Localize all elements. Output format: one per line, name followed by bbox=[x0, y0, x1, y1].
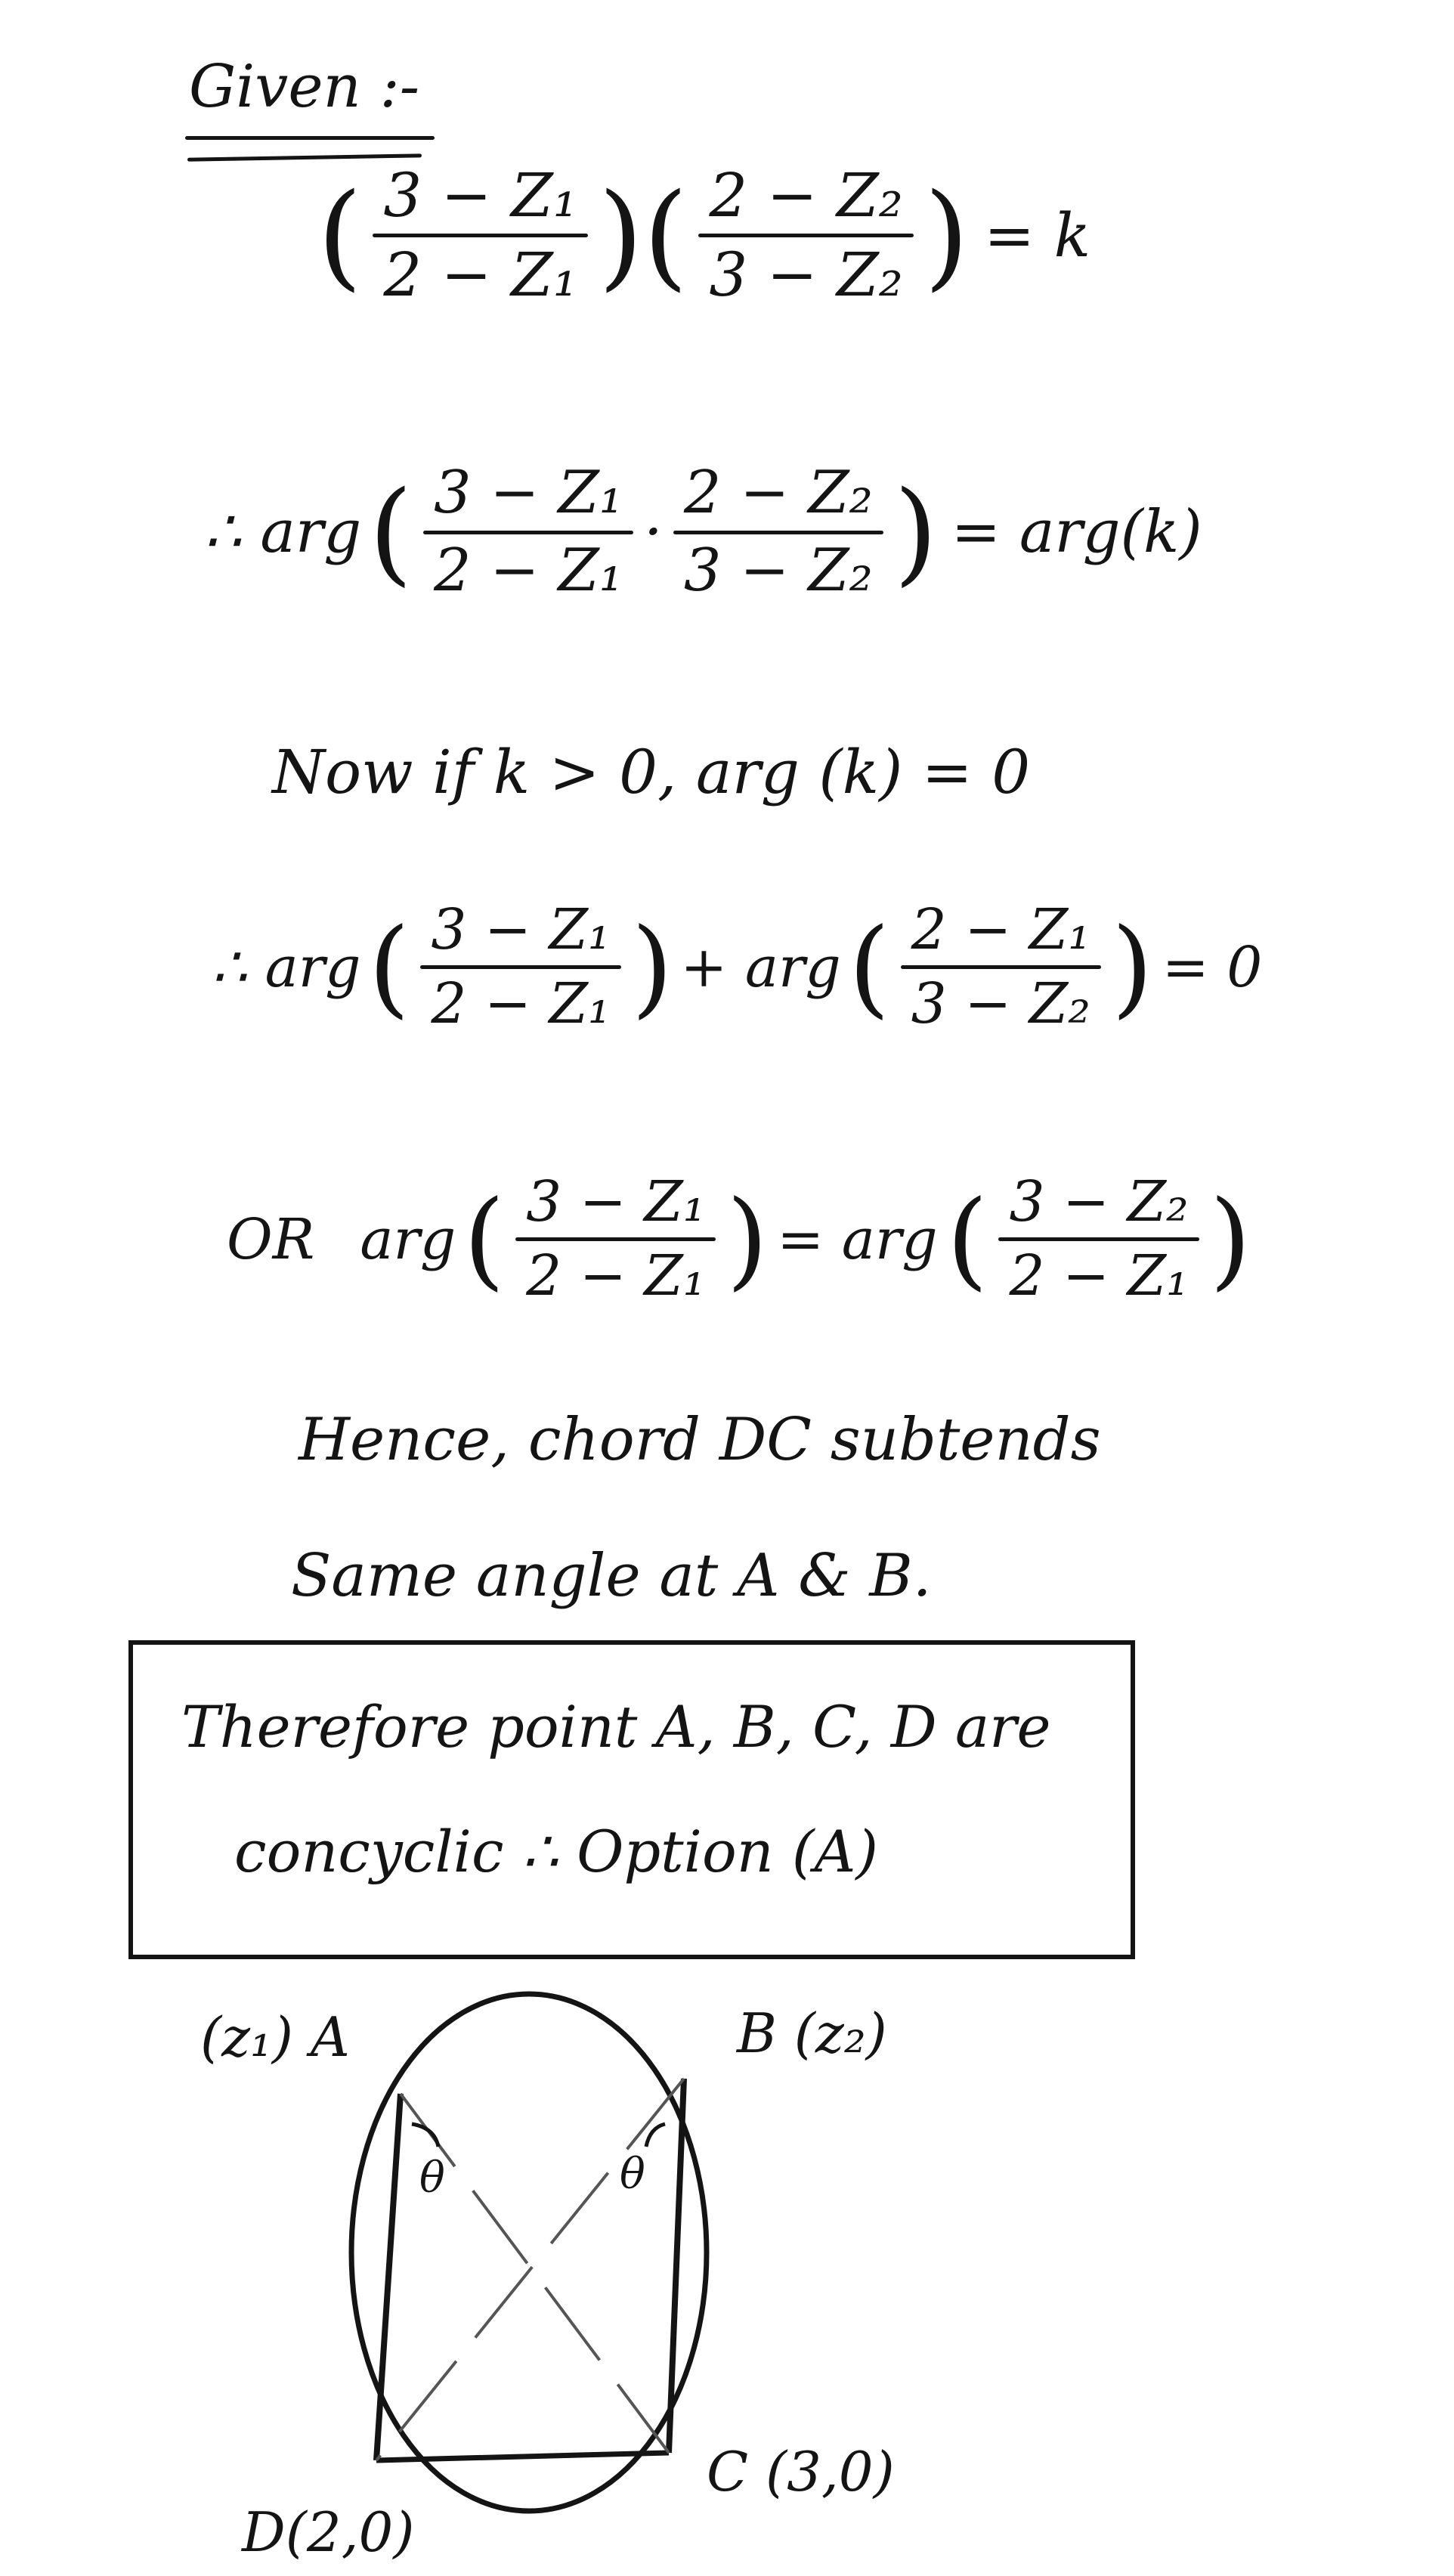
equation-line-1: ( 3 − Z₁ 2 − Z₁ ) ( 2 − Z₂ 3 − Z₂ ) = k bbox=[317, 160, 1091, 310]
label-a: (z₁) A bbox=[200, 2005, 350, 2069]
equation-line-5: OR arg ( 3 − Z₁ 2 − Z₁ ) = arg ( 3 − Z₂ 2 − Z₁ ) bbox=[227, 1169, 1251, 1309]
heading: Given :- bbox=[189, 53, 420, 121]
conclusion-line-1: Therefore point A, B, C, D are bbox=[181, 1693, 1051, 1760]
statement-line-2: Same angle at A & B. bbox=[291, 1542, 932, 1610]
heading-underline-1 bbox=[185, 136, 435, 140]
angle-arc-b bbox=[646, 2124, 665, 2147]
label-b: B (z₂) bbox=[737, 2002, 887, 2065]
label-c: C (3,0) bbox=[707, 2440, 895, 2503]
equation-line-2: ∴ arg ( 3 − Z₁ 2 − Z₁ · 2 − Z₂ 3 − Z₂ ) = arg(k) bbox=[204, 459, 1202, 605]
equation-line-3: Now if k > 0, arg (k) = 0 bbox=[272, 737, 1031, 807]
angle-label-a: θ bbox=[419, 2153, 445, 2203]
angle-label-b: θ bbox=[620, 2150, 645, 2199]
angle-arc-a bbox=[412, 2124, 438, 2147]
diagonal-bd bbox=[376, 2079, 684, 2460]
equation-1-rhs: = k bbox=[984, 200, 1091, 271]
label-d: D(2,0) bbox=[242, 2500, 415, 2564]
fraction-1: 3 − Z₁ 2 − Z₁ bbox=[373, 163, 587, 308]
conclusion-line-2: concyclic ∴ Option (A) bbox=[234, 1818, 879, 1885]
fraction-2: 2 − Z₂ 3 − Z₂ bbox=[698, 163, 913, 308]
statement-line-1: Hence, chord DC subtends bbox=[299, 1406, 1101, 1474]
cyclic-quadrilateral-diagram bbox=[0, 1965, 1454, 2570]
conclusion-box bbox=[128, 1640, 1135, 1959]
equation-line-4: ∴ arg ( 3 − Z₁ 2 − Z₁ ) + arg ( 2 − Z₁ 3 − Z₂ ) = 0 bbox=[212, 897, 1263, 1037]
